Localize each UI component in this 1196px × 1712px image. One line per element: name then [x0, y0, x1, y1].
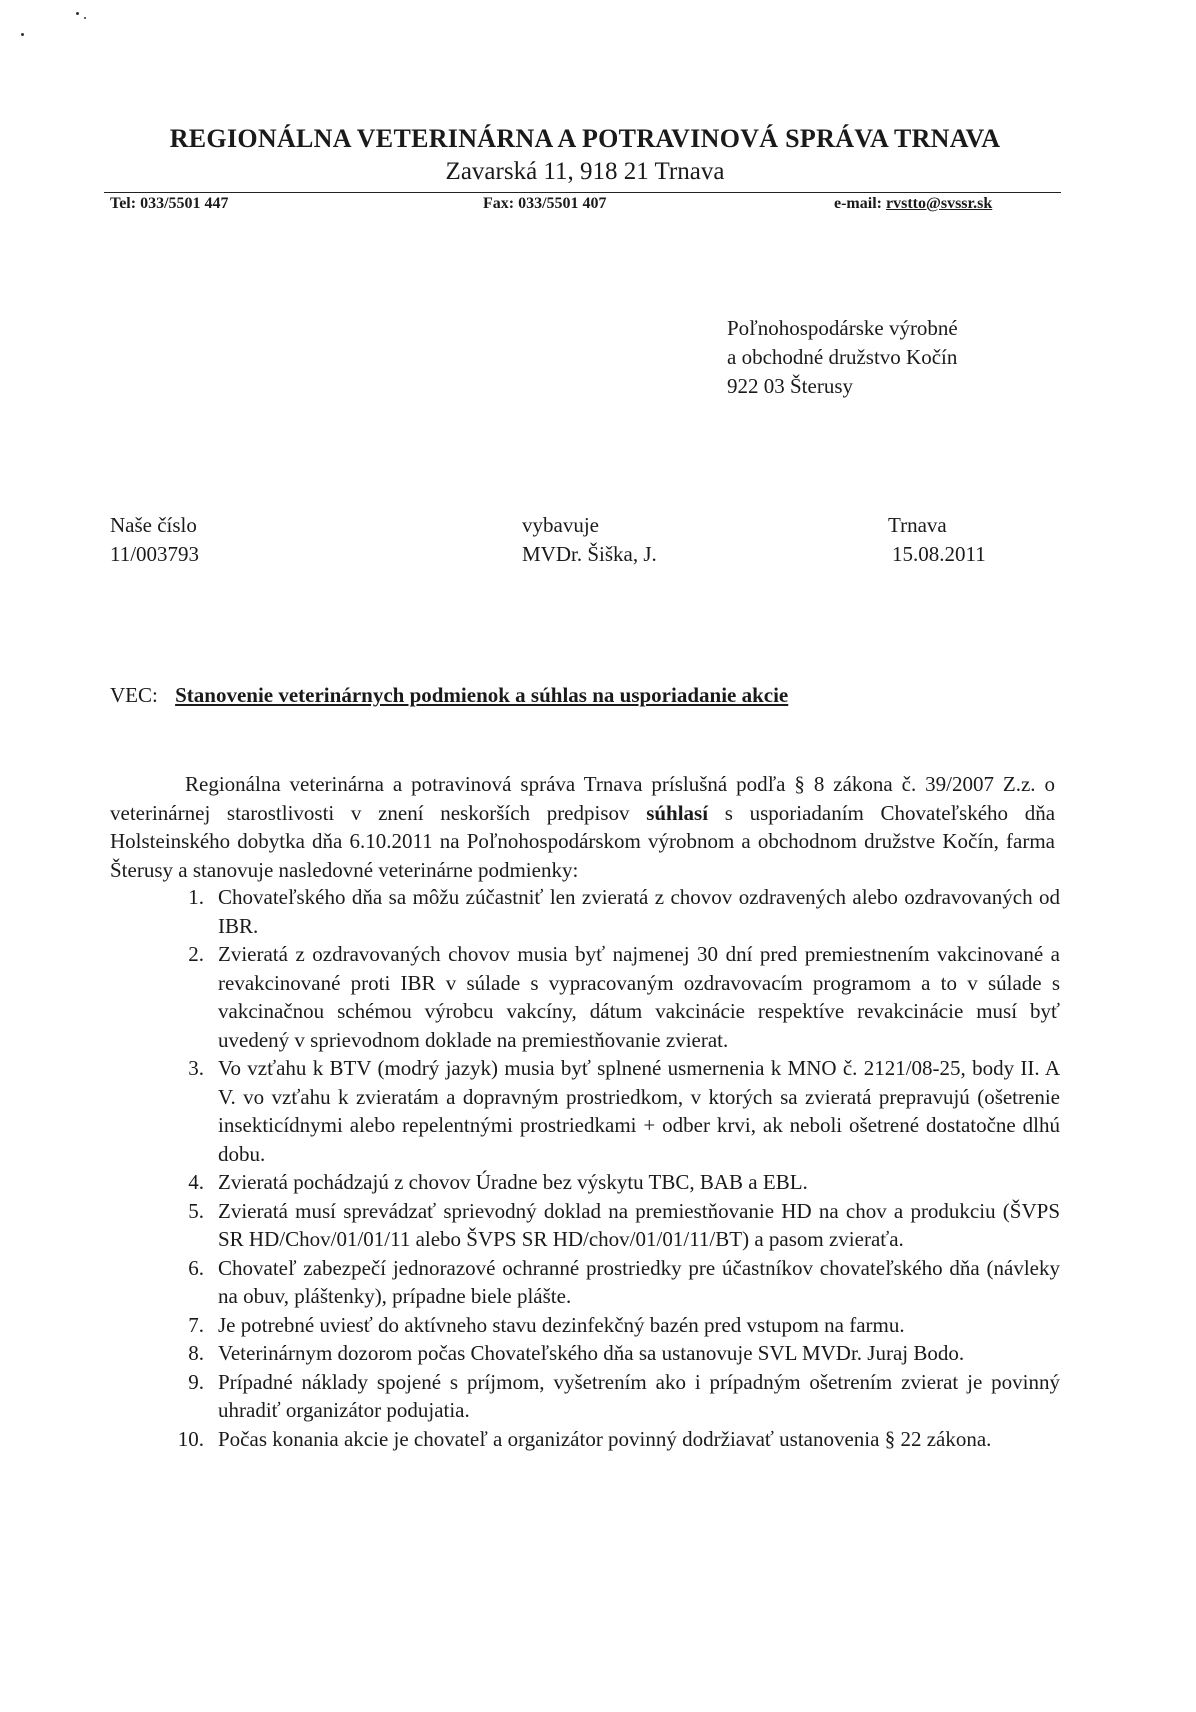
list-item-text: Je potrebné uviesť do aktívneho stavu dezinfekčný bazén pred vstupom na farmu.	[218, 1312, 905, 1337]
scan-speck	[21, 33, 24, 36]
organization-name: REGIONÁLNA VETERINÁRNA A POTRAVINOVÁ SPRÁVA TRNAVA	[169, 124, 1001, 153]
list-item	[160, 1425, 1060, 1454]
list-item-number: 6.	[188, 1255, 204, 1280]
place-date	[888, 511, 986, 569]
list-item-text: Vo vzťahu k BTV (modrý jazyk) musia byť splnené usmernenia k MNO č. 2121/08-25, body II. A V. vo vzťahu k zvieratám a dopravným prostriedkom, v ktorých sa zvieratá prepravujú (ošetrenie insekticídnymi alebo repelentnými prostriedkami + odber krvi, ak neboli ošetrené dostatočne dlhú dobu.	[218, 1056, 1060, 1166]
list-item-text: Zvieratá pochádzajú z chovov Úradne bez výskytu TBC, BAB a EBL.	[218, 1170, 808, 1194]
scan-speck	[84, 17, 86, 19]
list-item-number: 1.	[188, 885, 204, 909]
list-item	[160, 940, 1060, 1054]
subject-label: VEC:	[110, 683, 158, 707]
email-link[interactable]: rvstto@svssr.sk	[885, 195, 993, 212]
tel-value: 033/5501 447	[140, 195, 229, 212]
list-item-number: 4.	[188, 1170, 204, 1194]
list-item-number: 2.	[188, 942, 204, 966]
conditions-list	[160, 883, 1060, 1453]
list-item	[160, 1254, 1060, 1311]
our-reference-value: 11/003793	[110, 542, 200, 566]
recipient-line: Poľnohospodárske výrobné	[727, 316, 958, 340]
list-item	[160, 1168, 1060, 1197]
date: 15.08.2011	[892, 542, 986, 566]
our-reference	[110, 511, 199, 569]
list-item-number: 7.	[188, 1312, 204, 1337]
subject-text: Stanovenie veterinárnych podmienok a súhlas na usporiadanie akcie	[175, 683, 789, 707]
list-item-text: Veterinárnym dozorom počas Chovateľského dňa sa ustanovuje SVL MVDr. Juraj Bodo.	[218, 1341, 965, 1365]
list-item-number: 3.	[188, 1056, 204, 1080]
list-item-number: 10.	[177, 1426, 204, 1451]
email-label: e-mail:	[834, 195, 882, 212]
tel-label: Tel:	[110, 195, 137, 212]
list-item	[160, 1197, 1060, 1254]
list-item-text: Chovateľského dňa sa môžu zúčastniť len zvieratá z chovov ozdravených alebo ozdravovaných od IBR.	[218, 885, 1060, 938]
subject-line	[110, 683, 788, 708]
intro-text: s usporiadaním Chovateľského dňa Holsteinského dobytka dňa 6.10.2011 na Poľnohospodárskom výrobnom a obchodnom družstve Kočín, farma Šterusy a stanovuje nasledovné veterinárne podmienky:	[110, 800, 1056, 882]
handled-by	[522, 511, 657, 569]
contact-email	[834, 195, 992, 213]
handled-by-value: MVDr. Šiška, J.	[522, 542, 657, 566]
our-reference-label: Naše číslo	[110, 513, 197, 537]
list-item-text: Zvieratá z ozdravovaných chovov musia byť najmenej 30 dní pred premiestnením vakcinované a revakcinované proti IBR v súlade s vypracovaným ozdravovacím programom a to v súlade s vakcinačnou schémou výrobcu vakcíny, dátum vakcinácie respektíve revakcinácie musí byť uvedený v sprievodnom doklade na premiestňovanie zvierat.	[218, 942, 1060, 1052]
recipient-line: a obchodné družstvo Kočín	[727, 345, 958, 369]
recipient-line: 922 03 Šterusy	[727, 374, 853, 398]
list-item-text: Prípadné náklady spojené s príjmom, vyšetrením ako i prípadným ošetrením zvierat je povinný uhradiť organizátor podujatia.	[218, 1369, 1060, 1422]
list-item	[160, 1339, 1060, 1368]
list-item-number: 9.	[188, 1369, 204, 1394]
list-item-text: Chovateľ zabezpečí jednorazové ochranné prostriedky pre účastníkov chovateľského dňa (návleky na obuv, pláštenky), prípadne biele plášte.	[218, 1255, 1060, 1308]
list-item	[160, 1054, 1060, 1168]
intro-paragraph	[110, 770, 1055, 884]
organization-address: Zavarská 11, 918 21 Trnava	[445, 158, 725, 185]
list-item-number: 5.	[188, 1198, 204, 1223]
list-item	[160, 883, 1060, 940]
contact-fax	[483, 195, 607, 213]
list-item-number: 8.	[188, 1341, 204, 1365]
fax-label: Fax:	[483, 195, 515, 212]
list-item	[160, 1368, 1060, 1425]
list-item	[160, 1311, 1060, 1340]
handled-by-label: vybavuje	[522, 513, 599, 537]
list-item-text: Počas konania akcie je chovateľ a organizátor povinný dodržiavať ustanovenia § 22 zákona.	[218, 1426, 992, 1451]
scan-speck	[76, 12, 79, 15]
header-divider	[104, 192, 1061, 193]
recipient-address	[727, 314, 958, 401]
list-item-text: Zvieratá musí sprevádzať sprievodný doklad na premiestňovanie HD na chov a produkciu (ŠVPS SR HD/Chov/01/01/11 alebo ŠVPS SR HD/chov/01/01/11/BT) a pasom zvieraťa.	[218, 1198, 1060, 1251]
fax-value: 033/5501 407	[518, 195, 607, 212]
intro-bold-text: súhlasí	[646, 800, 709, 825]
contact-tel	[110, 195, 229, 213]
place: Trnava	[888, 513, 947, 537]
intro-text: Regionálna veterinárna a potravinová správa Trnava príslušná podľa § 8 zákona č. 39/2007 Z.z. o veterinárnej starostlivosti v znení neskorších predpisov	[110, 772, 1055, 825]
